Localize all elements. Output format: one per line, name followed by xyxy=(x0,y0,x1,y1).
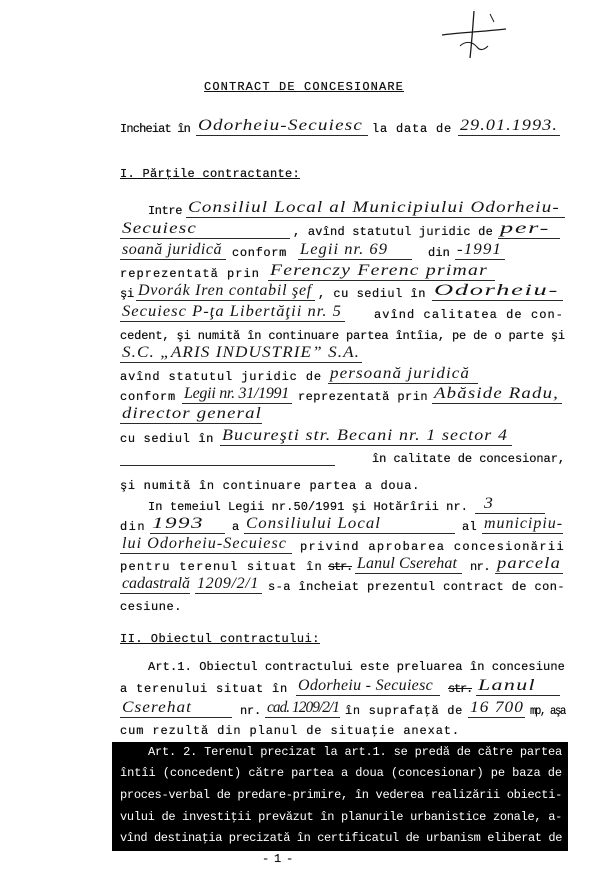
parcel-line2: cadastrală xyxy=(122,575,190,592)
nr-label: nr. xyxy=(470,560,490,574)
art1-cadastral-field xyxy=(265,700,340,718)
art2-line: vînd destinaţia precizată în certificatul de urbanism eliberat de xyxy=(120,831,562,845)
municipality-field xyxy=(482,516,563,534)
concessionaire-seat-label: cu sediul în xyxy=(120,432,214,446)
status-label: , avînd statutul juridic de xyxy=(293,225,493,239)
and-label: şi xyxy=(120,287,134,301)
capacity-line1: avînd calitatea de con- xyxy=(374,308,564,322)
legal-basis-text: In temeiul Legii nr.50/1991 şi Hotărîrii nr. xyxy=(148,500,468,514)
object-heading: II. Obiectul contractului: xyxy=(120,632,320,646)
concessionaire-status: persoană juridică xyxy=(330,365,471,382)
approval-text: privind aprobarea concesionării xyxy=(300,540,565,554)
art1-cadastral-no: cad. 1209/2/1 xyxy=(267,699,339,716)
issuer-field xyxy=(244,516,455,534)
land-location-field xyxy=(355,556,462,574)
art1-line1: Art.1. Obiectul contractului este preluarea în concesiune xyxy=(148,660,565,674)
din-label: din xyxy=(428,246,450,260)
concedent-law-field xyxy=(298,242,412,260)
concedent-status-field xyxy=(498,221,560,239)
handwritten-mark xyxy=(432,6,512,64)
parcel-field xyxy=(495,556,563,574)
art1-unit-label: mp, aşa xyxy=(530,704,566,718)
al-label: al xyxy=(462,520,477,534)
page-number: - 1 - xyxy=(262,852,292,866)
concedent-law-year: -1991 xyxy=(457,241,502,258)
art1-town: Odorheiu - Secuiesc xyxy=(298,677,433,694)
art2-line: întîi (concedent) către partea a doua (concesionar) pe baza de xyxy=(120,766,562,780)
concessionaire-law-field xyxy=(182,386,292,404)
art1-closing: cum rezultă din planul de situaţie anexat. xyxy=(120,724,460,738)
decision-din-label: din xyxy=(120,520,146,534)
concedent-rep1-field xyxy=(268,263,495,281)
concedent-seat-line2: Secuiesc P-ţa Libertăţii nr. 5 xyxy=(122,303,342,320)
art2-line: proces-verbal de predare-primire, în vederea realizării obiecti- xyxy=(120,788,562,802)
struck-street-label: str. xyxy=(328,560,352,574)
a-label: a xyxy=(232,520,240,534)
parcel-no-field xyxy=(195,576,262,594)
date-label: la data de xyxy=(372,122,452,136)
concessionaire-name: S.C. „ARIS INDUSTRIE” S.A. xyxy=(122,344,360,361)
concedent-representative-1: Ferenczy Ferenc primar xyxy=(270,262,488,279)
place-handwriting: Odorheiu-Secuiesc xyxy=(198,117,364,134)
concessionaire-status-label: avînd statutul juridic de xyxy=(120,370,322,384)
concedent-name-line2: Secuiesc xyxy=(122,220,197,237)
concluded-label: Incheiat în xyxy=(120,122,190,136)
decision-issuer: Consiliului Local xyxy=(246,515,382,532)
concedent-seat-line1: Odorheiu- xyxy=(434,282,559,299)
concessionaire-status-field xyxy=(328,366,478,384)
concedent-status-field-cont xyxy=(120,242,226,260)
concessionaire-name-field xyxy=(120,345,362,363)
land-location: Lanul Cserehat xyxy=(357,555,457,572)
capacity-line2: cedent, şi numită în continuare partea întîia, pe de o parte şi xyxy=(120,329,565,343)
decision-year-field xyxy=(150,516,225,534)
art1-place-line1: Lanul xyxy=(478,677,537,694)
parcel-field-cont xyxy=(120,576,190,594)
parties-heading: I. Părţile contractante: xyxy=(120,167,300,181)
concedent-name-field xyxy=(186,200,565,218)
place-field xyxy=(196,118,368,136)
concessionaire-representative-line1: Abăside Radu, xyxy=(434,385,560,402)
municipality-line2: lui Odorheiu-Secuiesc xyxy=(122,535,287,552)
land-text: pentru terenul situat în xyxy=(120,560,323,574)
concessionaire-rep-field xyxy=(432,386,562,404)
parcel-no: 1209/2/1 xyxy=(197,575,259,592)
concessionaire-represented-label: reprezentată prin xyxy=(298,390,428,404)
art1-place-line2: Cserehat xyxy=(122,699,193,716)
represented-label: reprezentată prin xyxy=(120,267,260,281)
seat-label: , cu sediul în xyxy=(318,287,426,301)
art1-place-field-cont xyxy=(120,700,232,718)
concessionaire-rep-field-cont xyxy=(120,406,262,424)
concessionaire-seat: Bucureşti str. Becani nr. 1 sector 4 xyxy=(222,427,509,444)
decision-no: 3 xyxy=(484,495,494,512)
concessionaire-capacity: în calitate de concesionar, xyxy=(372,452,565,466)
date-field xyxy=(458,118,560,136)
concedent-name-line1: Consiliul Local al Municipiului Odorheiu- xyxy=(188,199,560,216)
concedent-status-line1: per- xyxy=(500,220,551,237)
between-label: Intre xyxy=(148,204,182,218)
concedent-seat-field-cont xyxy=(120,304,345,322)
art1-area-label: în suprafaţă de xyxy=(345,704,463,718)
decision-no-field xyxy=(475,496,545,514)
date-handwriting: 29.01.1993. xyxy=(460,117,558,134)
art1-place-field xyxy=(476,678,560,696)
concedent-law: Legii nr. 69 xyxy=(300,241,388,258)
concedent-seat-field xyxy=(432,283,563,301)
concessionaire-seat-field xyxy=(220,428,512,446)
concluded-line1: s-a încheiat prezentul contract de con- xyxy=(268,580,565,594)
concessionaire-law: Legii nr. 31/1991 xyxy=(184,385,289,402)
art1-town-field xyxy=(296,678,440,696)
art1-struck-street: str. xyxy=(448,682,472,696)
art2-line: vului de investiţii prevăzut în planurile urbanistice zonale, a- xyxy=(120,810,562,824)
concluded-line2: cesiune. xyxy=(120,600,182,614)
concessionaire-representative-line2: director general xyxy=(122,405,262,422)
art1-location-label: a terenului situat în xyxy=(120,682,288,696)
art1-area-field xyxy=(468,700,525,718)
concedent-representative-2: Dvorák Iren contabil şef xyxy=(138,282,312,299)
contract-title: CONTRACT DE CONCESIONARE xyxy=(204,80,404,94)
blank-line xyxy=(120,448,335,466)
concedent-name-field-cont xyxy=(120,221,290,239)
art2-line: Art. 2. Terenul precizat la art.1. se predă de către partea xyxy=(148,745,562,759)
concedent-law-year-field xyxy=(455,242,505,260)
municipality-line1: municipiu- xyxy=(484,515,563,532)
decision-year: 1993 xyxy=(152,515,204,532)
parcel-line1: parcela xyxy=(497,555,562,572)
municipality-field-cont xyxy=(120,536,292,554)
concedent-status-line2: soană juridică xyxy=(122,241,222,258)
concedent-rep2-field xyxy=(136,283,315,301)
art1-nr-label: nr. xyxy=(240,704,261,718)
art1-area: 16 700 xyxy=(470,699,524,716)
conform-label: conform xyxy=(232,246,287,260)
concessionaire-naming: şi numită în continuare partea a doua. xyxy=(120,479,420,493)
concessionaire-conform-label: conform xyxy=(120,390,176,404)
